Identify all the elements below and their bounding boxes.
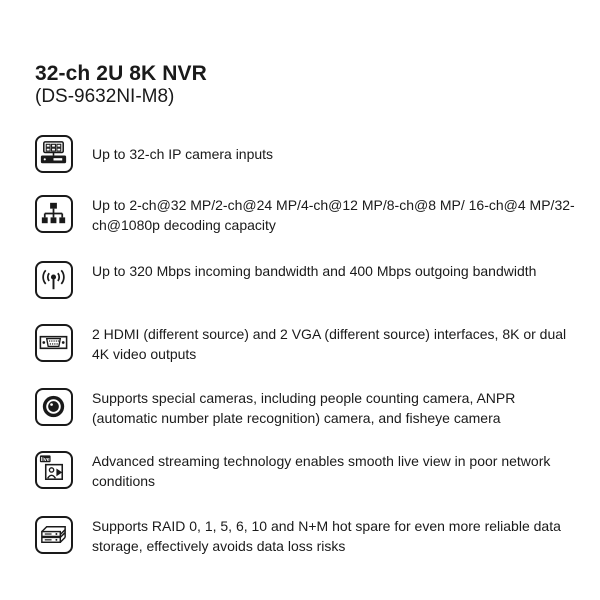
vga-port-icon [35, 324, 73, 362]
live-badge-text: live [40, 457, 50, 464]
feature-text: Up to 2-ch@32 MP/2-ch@24 MP/4-ch@12 MP/8-ch@8 MP/ 16-ch@4 MP/32-ch@1080p decoding capacity [92, 197, 575, 233]
model-number: (DS-9632NI-M8) [35, 86, 175, 107]
wireless-signal-icon [35, 261, 73, 299]
feature-text: Supports special cameras, including people counting camera, ANPR (automatic number plate recognition) camera, and fisheye camera [92, 390, 516, 426]
feature-item [35, 324, 580, 370]
feature-item [35, 261, 580, 307]
live-view-icon [35, 451, 73, 489]
feature-text: Advanced streaming technology enables smooth live view in poor network conditions [92, 453, 551, 489]
feature-item [35, 516, 580, 562]
feature-text: Up to 320 Mbps incoming bandwidth and 400 Mbps outgoing bandwidth [92, 263, 537, 279]
network-hierarchy-icon [35, 195, 73, 233]
nvr-recorder-icon [35, 135, 73, 173]
feature-item [35, 451, 580, 497]
feature-item [35, 195, 580, 241]
feature-text: Supports RAID 0, 1, 5, 6, 10 and N+M hot spare for even more reliable data storage, effectively avoids data loss risks [92, 518, 561, 554]
feature-item [35, 388, 580, 434]
feature-text: 2 HDMI (different source) and 2 VGA (different source) interfaces, 8K or dual 4K video outputs [92, 326, 567, 362]
feature-text: Up to 32-ch IP camera inputs [92, 146, 274, 162]
raid-storage-icon [35, 516, 73, 554]
page-title: 32-ch 2U 8K NVR [35, 62, 207, 85]
feature-item [35, 135, 580, 181]
fisheye-camera-icon [35, 388, 73, 426]
